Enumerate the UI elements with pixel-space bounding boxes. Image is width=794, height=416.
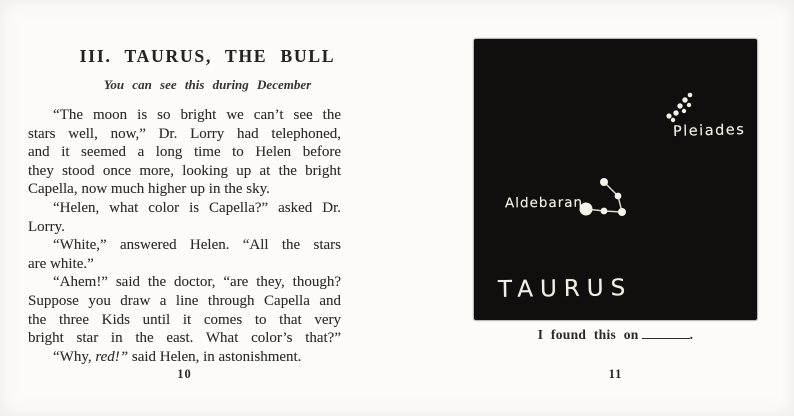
text-line: the three Kids until it comes to that very: [28, 311, 341, 328]
text-line: stars well, now,” Dr. Lorry had telephoned,: [28, 125, 341, 142]
text-line: “Helen, what color is Capella?” asked Dr.: [53, 199, 341, 216]
fill-in-blank-line: [642, 327, 690, 339]
aldebaran-label: Aldebaran: [504, 194, 584, 212]
text-line: [28, 348, 341, 367]
chapter-title: III. TAURUS, THE BULL: [79, 46, 336, 66]
star-map-plate: [474, 39, 757, 320]
emphasized-word: red!”: [95, 348, 129, 365]
caption-period: .: [689, 327, 694, 342]
text-line: and it seemed a long time to Helen before: [28, 144, 341, 161]
chapter-subtitle: You can see this during December: [103, 77, 312, 92]
page-number-right: 11: [608, 367, 623, 381]
text-line: Capella, now much higher up in the sky.: [28, 181, 270, 198]
body-text: [28, 106, 341, 366]
pleiades-label: Pleiades: [672, 122, 746, 140]
found-caption-text: I found this on: [537, 327, 639, 342]
text-line: are white.”: [28, 255, 94, 272]
found-caption: [474, 327, 757, 343]
page-number-left: 10: [177, 367, 192, 381]
text-line: “White,” answered Helen. “All the stars: [53, 237, 341, 254]
text-line: bright star in the east. What color’s that?”: [28, 330, 341, 347]
pleiades-cluster: [666, 93, 692, 123]
text-segment: “Why,: [53, 348, 96, 365]
text-segment: said Helen, in astonishment.: [128, 348, 302, 365]
text-line: Lorry.: [28, 218, 65, 235]
constellation-name-label: TAURUS: [497, 275, 633, 303]
text-line: Suppose you draw a line through Capella and: [28, 292, 341, 309]
text-line: “Ahem!” said the doctor, “are they, though?: [53, 274, 341, 291]
hyades-cluster: [580, 178, 627, 216]
text-line: “The moon is so bright we can’t see the: [53, 107, 341, 123]
text-line: they stood once more, looking up at the bright: [28, 162, 341, 179]
